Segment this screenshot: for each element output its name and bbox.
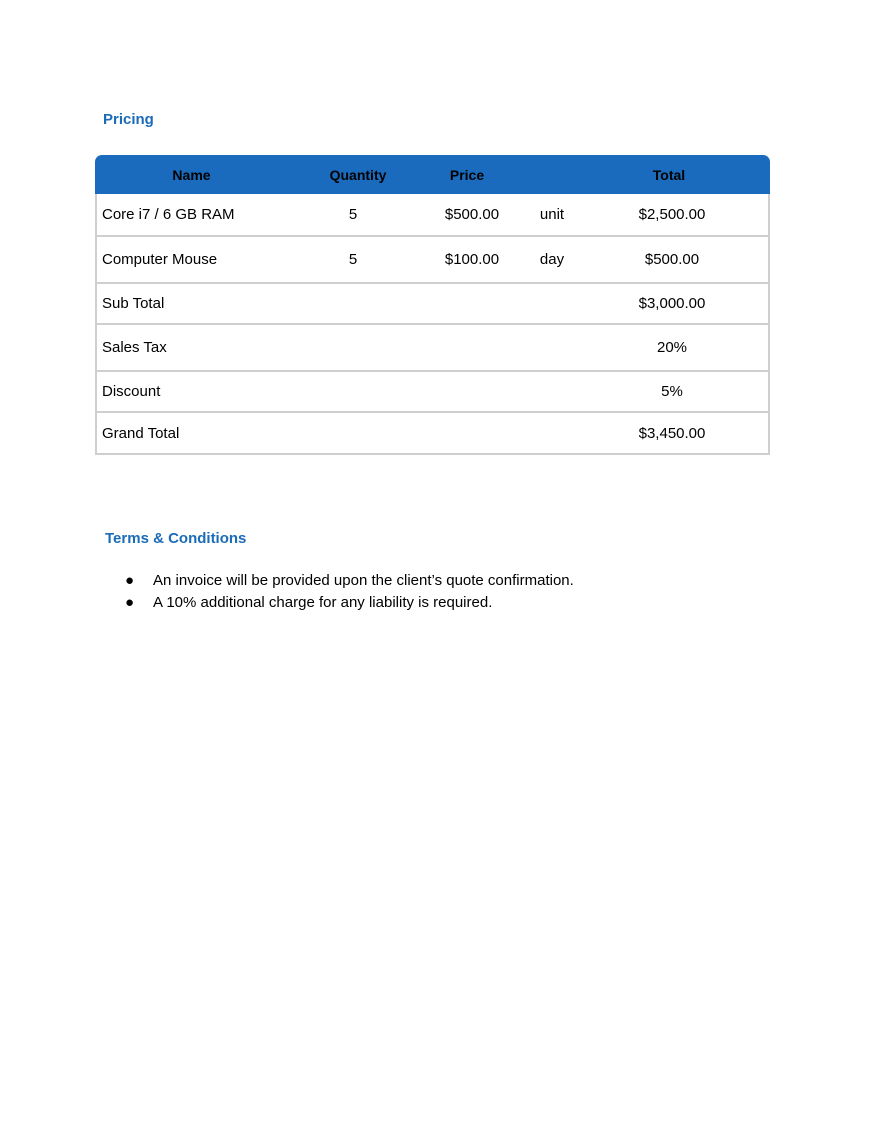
pricing-title: Pricing [103,111,154,128]
bullet-icon: ● [125,572,135,589]
item-name: Core i7 / 6 GB RAM [102,206,235,223]
terms-list [125,570,574,614]
term-text: A 10% additional charge for any liability is required. [153,594,493,611]
item-unit: day [539,251,565,268]
list-item [125,592,574,614]
table-header [95,155,770,194]
header-total: Total [652,167,686,183]
item-unit: unit [539,206,565,223]
discount-value: 5% [661,383,683,400]
item-total: $500.00 [644,251,700,268]
bullet-icon: ● [125,594,135,611]
sales-tax-value: 20% [656,339,688,356]
term-text: An invoice will be provided upon the client’s quote confirmation. [153,572,574,589]
subtotal-value: $3,000.00 [638,295,706,312]
grand-total-row [97,413,768,455]
discount-label: Discount [102,383,161,400]
grand-total-value: $3,450.00 [638,424,706,442]
subtotal-label: Sub Total [102,295,165,312]
header-price: Price [449,167,485,183]
terms-title: Terms & Conditions [105,530,247,547]
discount-row [97,372,768,413]
table-row [97,194,768,237]
item-price: $100.00 [444,251,500,268]
subtotal-row [97,284,768,325]
item-name: Computer Mouse [102,251,218,268]
sales-tax-row [97,325,768,372]
table-row [97,237,768,284]
table-body [95,194,770,455]
sales-tax-label: Sales Tax [102,339,167,356]
item-quantity: 5 [348,251,358,268]
item-total: $2,500.00 [638,206,706,223]
header-name: Name [172,167,211,183]
pricing-table [95,155,770,455]
grand-total-label: Grand Total [102,424,180,442]
header-quantity: Quantity [329,167,387,183]
list-item [125,570,574,592]
item-price: $500.00 [444,206,500,223]
item-quantity: 5 [348,206,358,223]
